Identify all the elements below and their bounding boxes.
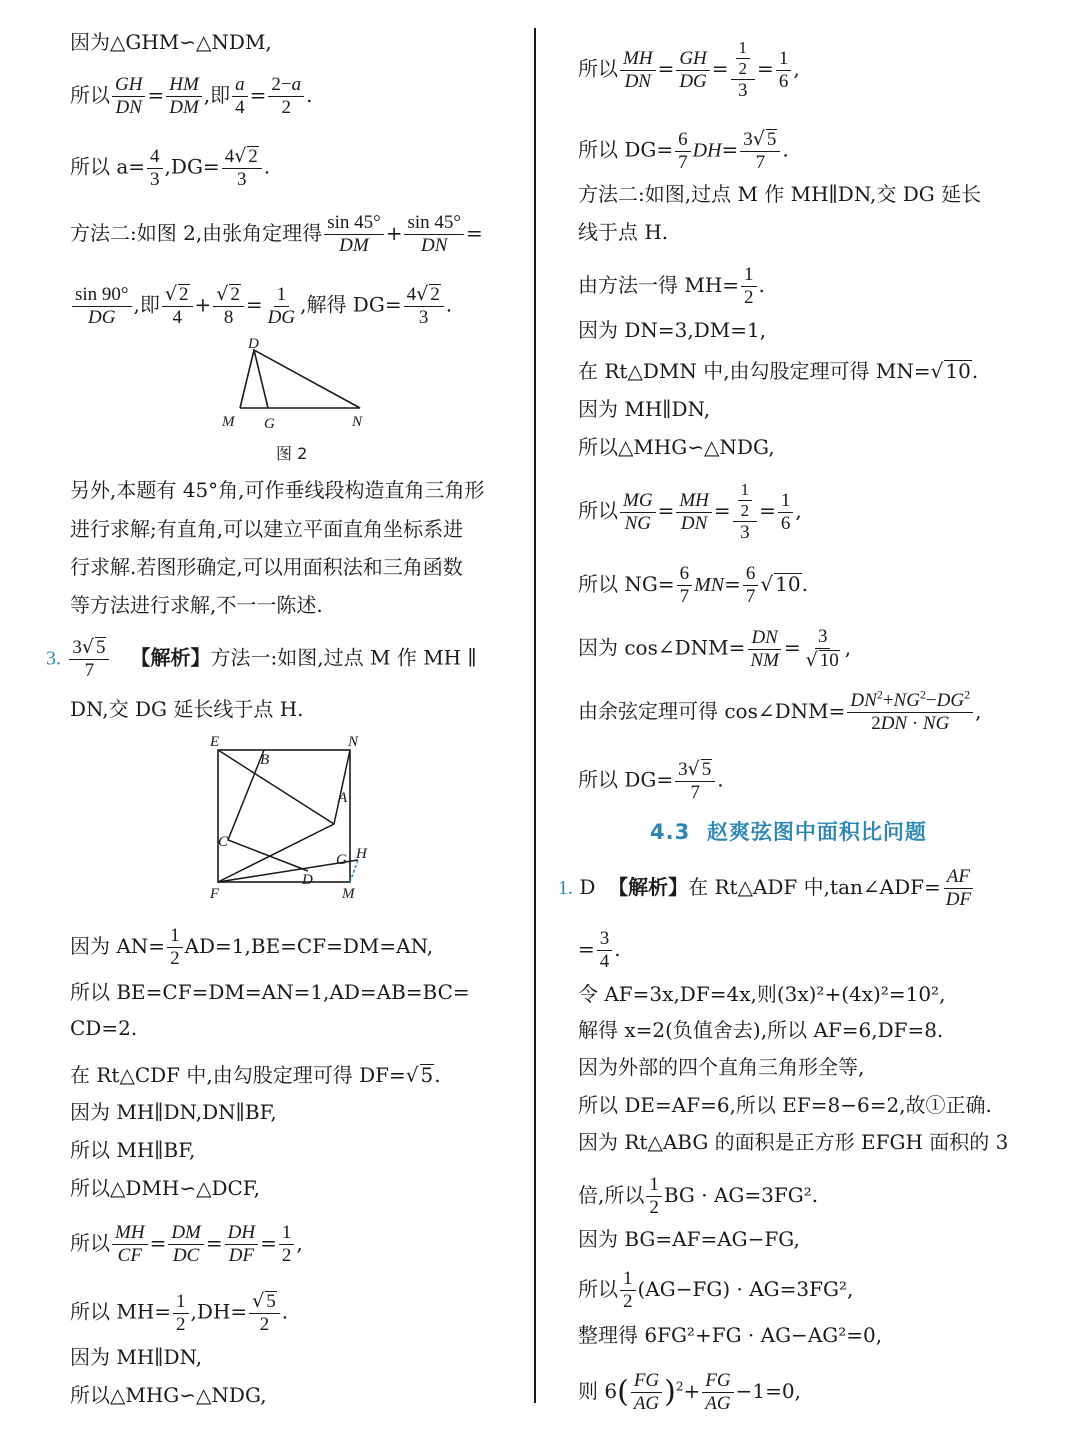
text-line: 所以 DE=AF=6,所以 EF=8−6=2,故①正确. xyxy=(578,1093,992,1117)
text-line: 所以 $\frac{MH}{CF}$ = $\frac{DM}{DC}$ = $\frac{DH}{DF}$ = $\frac{1}{2}$ , xyxy=(70,1222,303,1266)
text-line: 所以 $\frac{MG}{NG}$ = $\frac{MH}{DN}$ = $\frac{\frac{1}{2}}{3}$ = $\frac{1}{6}$ , xyxy=(578,480,802,543)
text-line: 所以 $\frac{GH}{DN}$ = $\frac{HM}{DM}$ ,即 $\frac{a}{4}$ = $\frac{2-a}{2}$ . xyxy=(70,74,313,118)
text-line: 所以 DG= $\frac{6}{7}$ DH= $\frac{3√ 5}{7}$ . xyxy=(578,128,789,173)
section-heading: 4.3 赵爽弦图中面积比问题 xyxy=(650,820,927,844)
point-label-m: M xyxy=(222,414,235,430)
text-line: 则 6( $\frac{FG}{AG}$ )$^2$+ $\frac{FG}{AG}$ −1=0, xyxy=(578,1370,801,1414)
paragraph-line: 另外,本题有 45°角,可作垂线段构造直角三角形 xyxy=(70,478,485,502)
text-line: 所以 DG= $\frac{3√ 5}{7}$ . xyxy=(578,758,724,803)
question-1-line: 1. D 【解析】在 Rt△ADF 中,tan∠ADF= $\frac{AF}{DF}$ xyxy=(558,866,972,910)
text-line: $\frac{\sin 90^\circ}{DG}$ ,即 $\frac{√ 2}{4}$ + $\frac{√ 2}{8}$ = $\frac{1}{DG}$ ,解得 DG= $\frac{4√ 2}{3}$ . xyxy=(70,283,452,329)
text-line: DN,交 DG 延长线于点 H. xyxy=(70,697,304,721)
text-line: 所以 MH= $\frac{1}{2}$ ,DH= $\frac{√ 5}{2}$ . xyxy=(70,1290,289,1335)
text-line: 因为△GHM∽△NDM, xyxy=(70,30,272,54)
square-figure-3 xyxy=(198,730,378,905)
point-label-e: E xyxy=(210,734,220,750)
text-line: 倍,所以 $\frac{1}{2}$ BG · AG=3FG². xyxy=(578,1174,819,1218)
point-label-d: D xyxy=(248,336,259,352)
question-3-line: 3. $\frac{3√ 5}{7}$ 【解析】方法一:如图,过点 M 作 MH ∥ xyxy=(46,636,477,681)
text-line: CD=2. xyxy=(70,1016,138,1040)
point-label-n: N xyxy=(348,734,359,750)
text-line: 所以 MH∥BF, xyxy=(70,1138,196,1162)
triangle-figure-2 xyxy=(220,334,380,434)
text-line: 因为 cos∠DNM= $\frac{DN}{NM}$ = $\frac{3}{√ 10}$ , xyxy=(578,626,852,671)
question-number: 3. xyxy=(46,647,61,670)
text-line: 整理得 6FG²+FG · AG−AG²=0, xyxy=(578,1323,883,1347)
text-line: 解得 x=2(负值舍去),所以 AF=6,DF=8. xyxy=(578,1018,944,1042)
text-line: 所以 $\frac{1}{2}$ (AG−FG) · AG=3FG², xyxy=(578,1268,854,1312)
point-label-b: B xyxy=(260,752,270,768)
text-line: 由余弦定理可得 cos∠DNM= $\frac{DN^2+NG^2-DG^2}{2DN \cdot NG}$ , xyxy=(578,687,982,734)
question-number: 1. xyxy=(558,877,573,899)
text-line: 因为 MH∥DN, xyxy=(70,1345,203,1369)
figure-caption: 图 2 xyxy=(276,444,308,463)
text-line: 令 AF=3x,DF=4x,则(3x)²+(4x)²=10², xyxy=(578,982,946,1006)
point-label-f: F xyxy=(210,886,220,902)
text-line: 因为 Rt△ABG 的面积是正方形 EFGH 面积的 3 xyxy=(578,1130,1009,1154)
text-line: 所以△MHG∽△NDG, xyxy=(578,435,775,459)
text-line: 方法二:如图 2,由张角定理得 $\frac{\sin 45^\circ}{DM}$ + $\frac{\sin 45^\circ}{DN}$ = xyxy=(70,212,483,256)
text-line: 所以△DMH∽△DCF, xyxy=(70,1176,260,1200)
point-label-g: G xyxy=(336,852,347,868)
text-line: 在 Rt△CDF 中,由勾股定理可得 DF=√ 5. xyxy=(70,1063,441,1087)
text-line: 所以 NG= $\frac{6}{7}$ MN= $\frac{6}{7}$ √ 10. xyxy=(578,563,808,607)
point-label-a: A xyxy=(338,790,348,806)
text-line: 因为 BG=AF=AG−FG, xyxy=(578,1227,800,1251)
text-line: 所以 BE=CF=DM=AN=1,AD=AB=BC= xyxy=(70,980,470,1004)
text-line: 由方法一得 MH= $\frac{1}{2}$ . xyxy=(578,264,765,308)
text-line: 所以 a= $\frac{4}{3}$ ,DG= $\frac{4√ 2}{3}$ . xyxy=(70,145,271,190)
column-divider xyxy=(534,28,536,1403)
point-label-h: H xyxy=(356,846,367,862)
point-label-m: M xyxy=(342,886,355,902)
paragraph-line: 行求解.若图形确定,可以用面积法和三角函数 xyxy=(70,555,463,579)
point-label-g: G xyxy=(264,416,275,432)
text-line: 线于点 H. xyxy=(578,220,669,244)
point-label-d: D xyxy=(302,872,313,888)
paragraph-line: 进行求解;有直角,可以建立平面直角坐标系进 xyxy=(70,517,464,541)
point-label-n: N xyxy=(352,414,363,430)
text-line: 因为 AN= $\frac{1}{2}$ AD=1,BE=CF=DM=AN, xyxy=(70,925,434,969)
point-label-c: C xyxy=(218,834,229,850)
text-line: 因为 DN=3,DM=1, xyxy=(578,318,767,342)
text-line: 因为 MH∥DN, xyxy=(578,397,711,421)
text-line: 因为外部的四个直角三角形全等, xyxy=(578,1055,865,1079)
text-line: 在 Rt△DMN 中,由勾股定理可得 MN=√ 10. xyxy=(578,359,979,383)
text-line: 方法二:如图,过点 M 作 MH∥DN,交 DG 延长 xyxy=(578,182,982,206)
text-line: = $\frac{3}{4}$ . xyxy=(578,928,621,972)
text-line: 所以 $\frac{MH}{DN}$ = $\frac{GH}{DG}$ = $\frac{\frac{1}{2}}{3}$ = $\frac{1}{6}$ , xyxy=(578,38,800,101)
text-line: 所以△MHG∽△NDG, xyxy=(70,1383,267,1407)
paragraph-line: 等方法进行求解,不一一陈述. xyxy=(70,593,323,617)
text-line: 因为 MH∥DN,DN∥BF, xyxy=(70,1100,277,1124)
